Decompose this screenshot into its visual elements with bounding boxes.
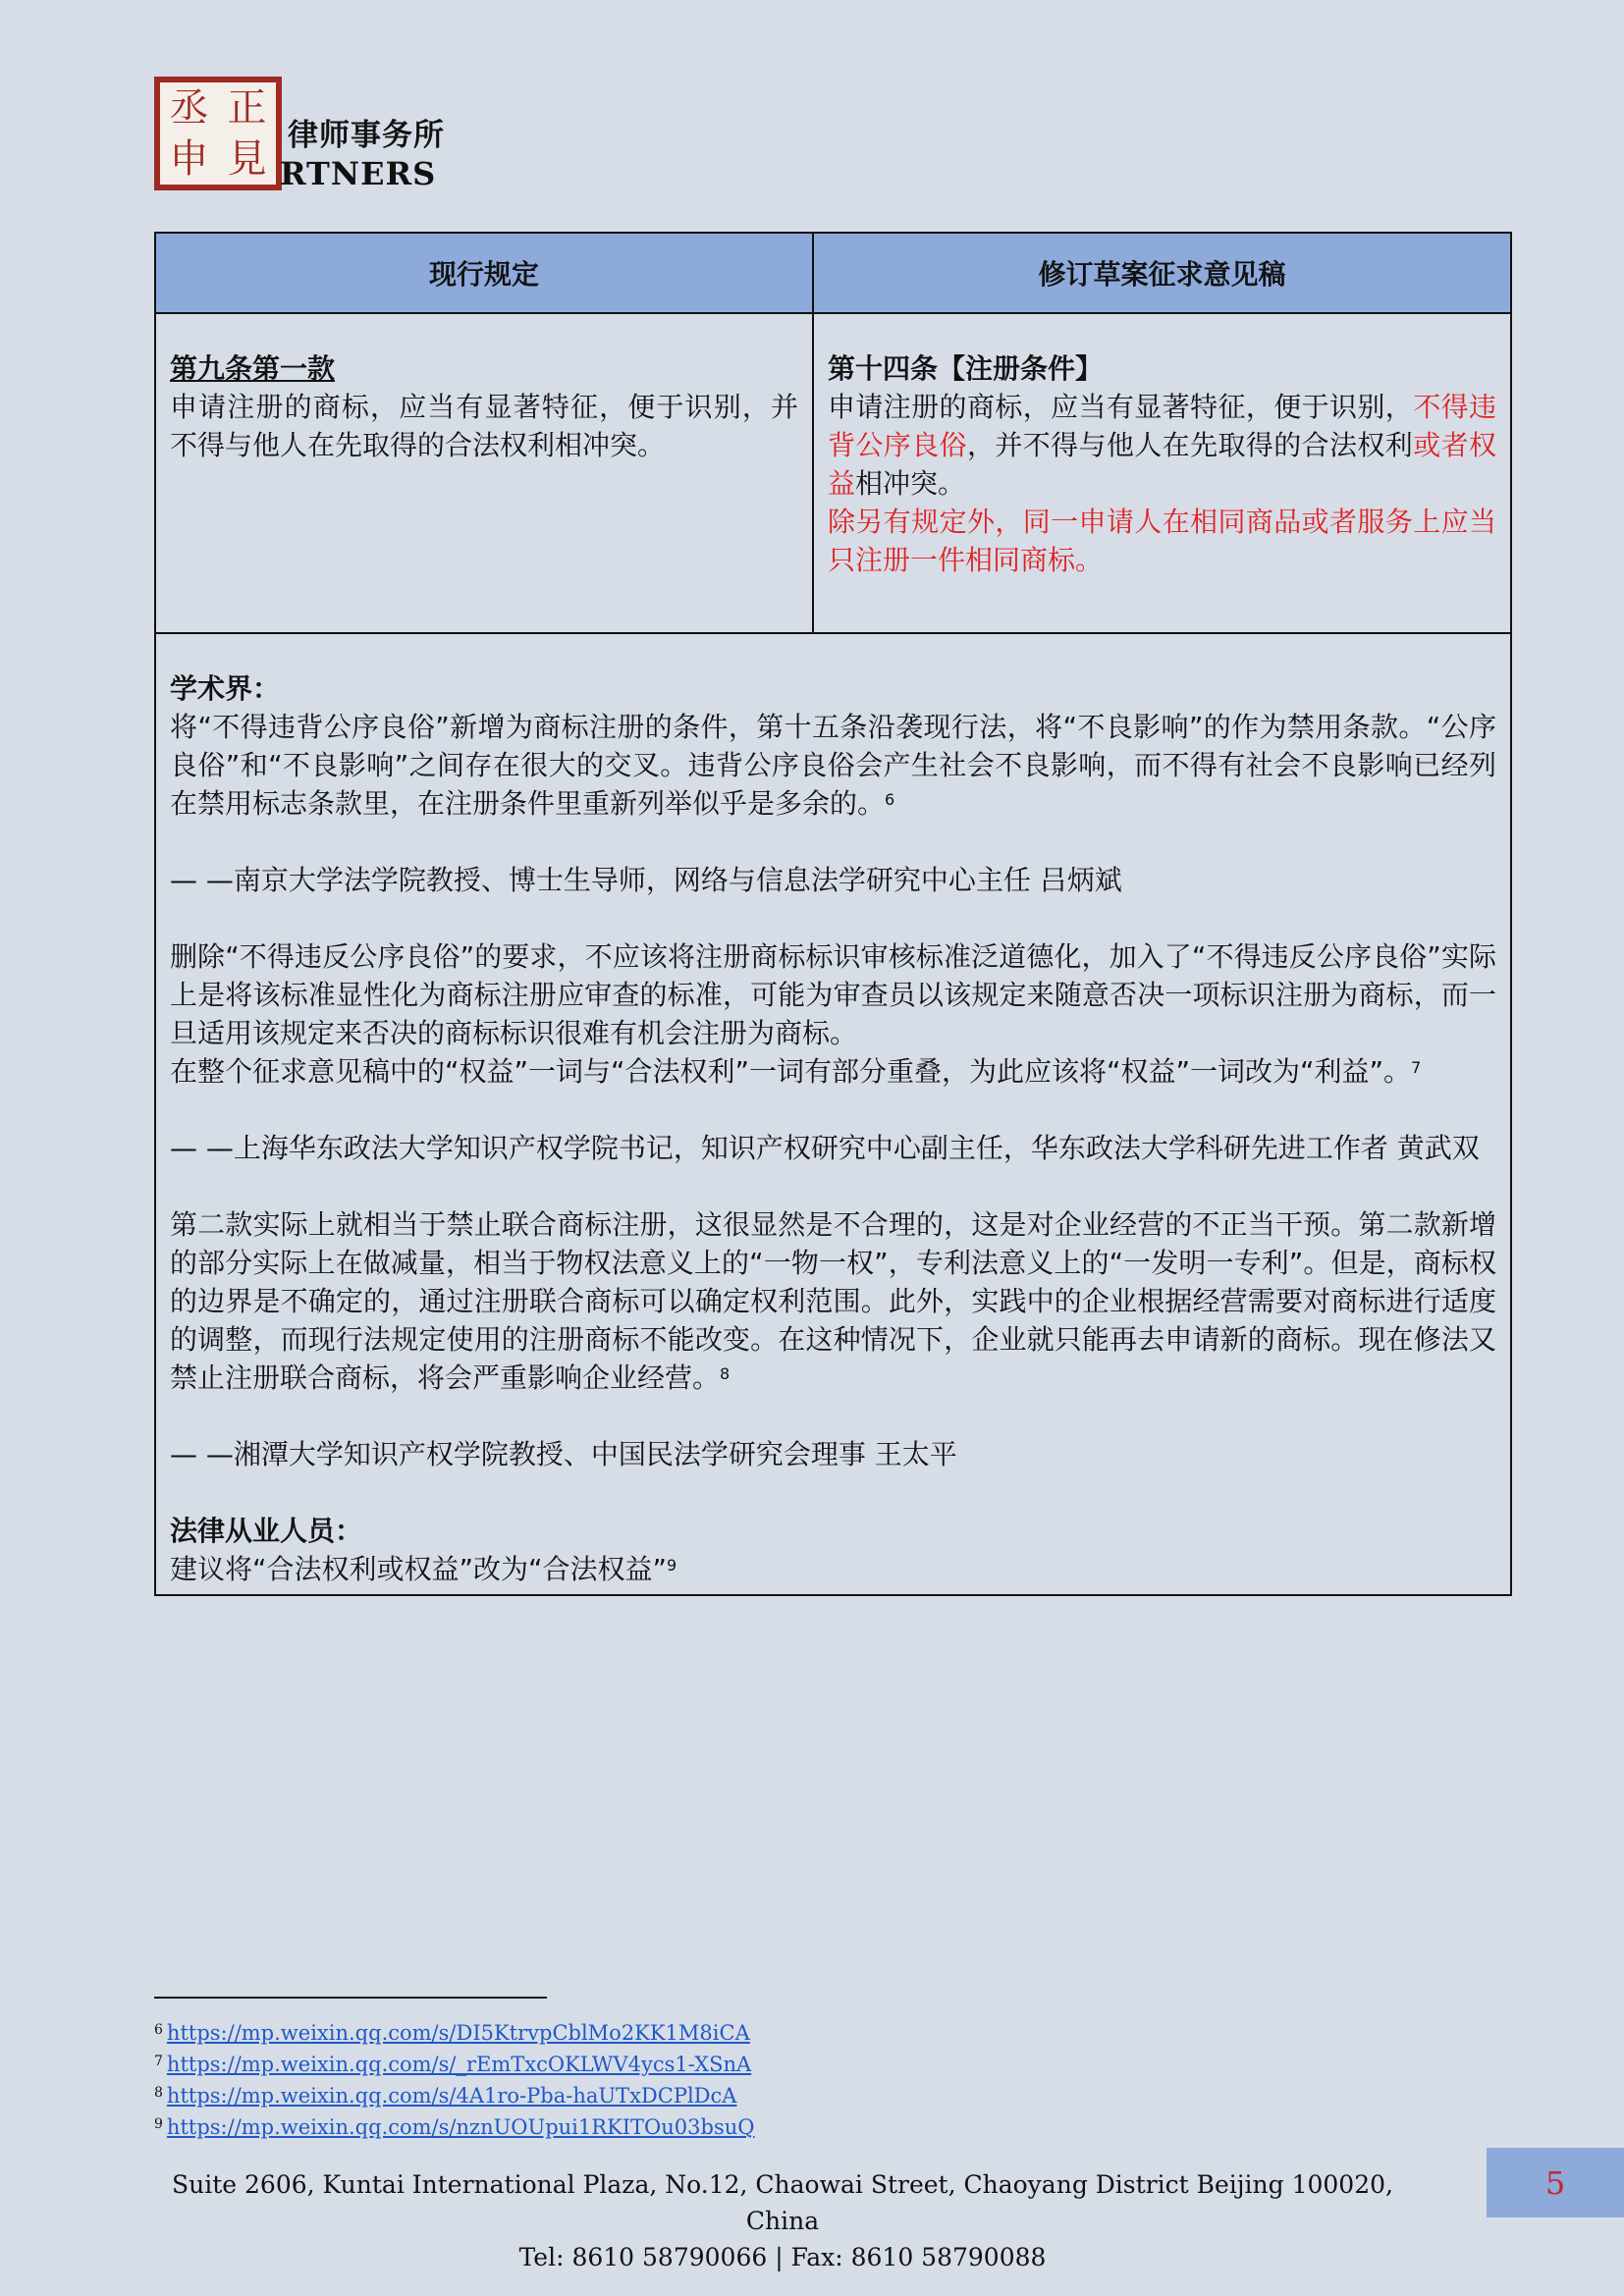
comparison-table <box>154 232 1512 1596</box>
column-header-current: 现行规定 <box>155 233 813 313</box>
seal-char: 正 <box>227 85 267 131</box>
comment-paragraph: 在整个征求意见稿中的“权益”一词与“合法权利”一词有部分重叠，为此应该将“权益”一词改为“利益”。$^7$ <box>170 1055 1422 1088</box>
column-header-draft: 修订草案征求意见稿 <box>813 233 1511 313</box>
legal-section-label: 法律从业人员： <box>170 1515 363 1547</box>
draft-article-title: 第十四条【注册条件】 <box>828 352 1104 385</box>
comment-paragraph: 删除“不得违反公序良俗”的要求，不应该将注册商标标识审核标准泛道德化，加入了“不得违反公序良俗”实际上是将该标准显性化为商标注册应审查的标准，可能为审查员以该规定来随意否决一项标识注册为商标，而一旦适用该规定来否决的商标标识很难有机会注册为商标。 <box>170 940 1496 1049</box>
comment-attribution: — —湘潭大学知识产权学院教授、中国民法学研究会理事 王太平 <box>170 1438 957 1470</box>
draft-text-part: 申请注册的商标，应当有显著特征，便于识别， <box>828 391 1414 423</box>
footnote-ref: 7 <box>1411 1058 1422 1077</box>
draft-text-part: ，并不得与他人在先取得的合法权利 <box>966 429 1414 461</box>
draft-text-part: 相冲突。 <box>855 467 966 500</box>
firm-seal-logo <box>154 77 282 190</box>
footnote-item: $^7$ https://mp.weixin.qq.com/s/_rEmTxcOKLWV4ycs1-XSnA <box>154 2053 752 2076</box>
footnotes <box>154 2016 754 2142</box>
current-provision-cell <box>155 313 813 633</box>
page-footer <box>154 2166 1411 2275</box>
seal-char: 見 <box>227 136 267 182</box>
footnote-item: $^8$ https://mp.weixin.qq.com/s/4A1ro-Pba-haUTxDCPlDcA <box>154 2084 737 2108</box>
comment-attribution: — —上海华东政法大学知识产权学院书记，知识产权研究中心副主任，华东政法大学科研先进工作者 黄武双 <box>170 1132 1480 1164</box>
comment-paragraph: 建议将“合法权利或权益”改为“合法权益”$^9$ <box>170 1553 677 1585</box>
comment-paragraph: 第二款实际上就相当于禁止联合商标注册，这很显然是不合理的，这是对企业经营的不正当干预。第二款新增的部分实际上在做减量，相当于物权法意义上的“一物一权”，专利法意义上的“一发明一专利”。但是，商标权的边界是不确定的，通过注册联合商标可以确定权利范围。此外，实践中的企业根据经营需要对商标进行适度的调整，而现行法规定使用的注册商标不能改变。在这种情况下，企业就只能再去申请新的商标。现在修法又禁止注册联合商标，将会严重影响企业经营。$^8$ <box>170 1208 1496 1394</box>
footnote-item: $^6$ https://mp.weixin.qq.com/s/DI5KtrvpCblMo2KK1M8iCA <box>154 2021 750 2045</box>
footnote-ref: 8 <box>720 1364 731 1383</box>
comment-attribution: — —南京大学法学院教授、博士生导师，网络与信息法学研究中心主任 吕炳斌 <box>170 864 1122 896</box>
footnote-item: $^9$ https://mp.weixin.qq.com/s/nznUOUpui1RKITOu03bsuQ <box>154 2115 755 2139</box>
firm-name-english: RTNERS <box>280 155 437 192</box>
seal-char: 申 <box>169 136 209 182</box>
current-article-text: 申请注册的商标，应当有显著特征，便于识别，并不得与他人在先取得的合法权利相冲突。 <box>170 391 798 461</box>
draft-revision-interests: 或者权益 <box>828 429 1496 500</box>
footer-contact: Tel: 8610 58790066 | Fax: 8610 58790088 <box>518 2243 1047 2271</box>
academic-section-label: 学术界： <box>170 672 281 705</box>
footnote-link[interactable]: https://mp.weixin.qq.com/s/_rEmTxcOKLWV4ycs1-XSnA <box>166 2053 752 2076</box>
draft-article-text <box>828 388 1496 503</box>
firm-name-chinese: 律师事务所 <box>288 118 445 153</box>
draft-revision-public-order: 不得违背公序良俗 <box>828 391 1496 461</box>
footnote-link[interactable]: https://mp.weixin.qq.com/s/4A1ro-Pba-haUTxDCPlDcA <box>166 2084 737 2108</box>
footnote-ref: 9 <box>667 1556 677 1575</box>
draft-revision-second-paragraph: 除另有规定外，同一申请人在相同商品或者服务上应当只注册一件相同商标。 <box>828 506 1496 576</box>
seal-char: 丞 <box>169 85 209 131</box>
footnote-link[interactable]: https://mp.weixin.qq.com/s/DI5KtrvpCblMo2KK1M8iCA <box>166 2021 750 2045</box>
comment-paragraph: 将“不得违背公序良俗”新增为商标注册的条件，第十五条沿袭现行法，将“不良影响”的作为禁用条款。“公序良俗”和“不良影响”之间存在很大的交叉。违背公序良俗会产生社会不良影响，而不得有社会不良影响已经列在禁用标志条款里，在注册条件里重新列举似乎是多余的。$^6$ <box>170 711 1496 820</box>
page-number: 5 <box>1487 2148 1624 2217</box>
footnote-link[interactable]: https://mp.weixin.qq.com/s/nznUOUpui1RKITOu03bsuQ <box>166 2115 755 2139</box>
footnote-ref: 6 <box>885 790 895 809</box>
footer-address: Suite 2606, Kuntai International Plaza, No.12, Chaowai Street, Chaoyang District Beijing 100020, China <box>172 2170 1393 2235</box>
letterhead <box>154 77 488 196</box>
footnote-separator <box>154 1997 547 1999</box>
comments-cell <box>155 633 1511 1595</box>
draft-provision-cell <box>813 313 1511 633</box>
current-article-title: 第九条第一款 <box>170 352 336 385</box>
